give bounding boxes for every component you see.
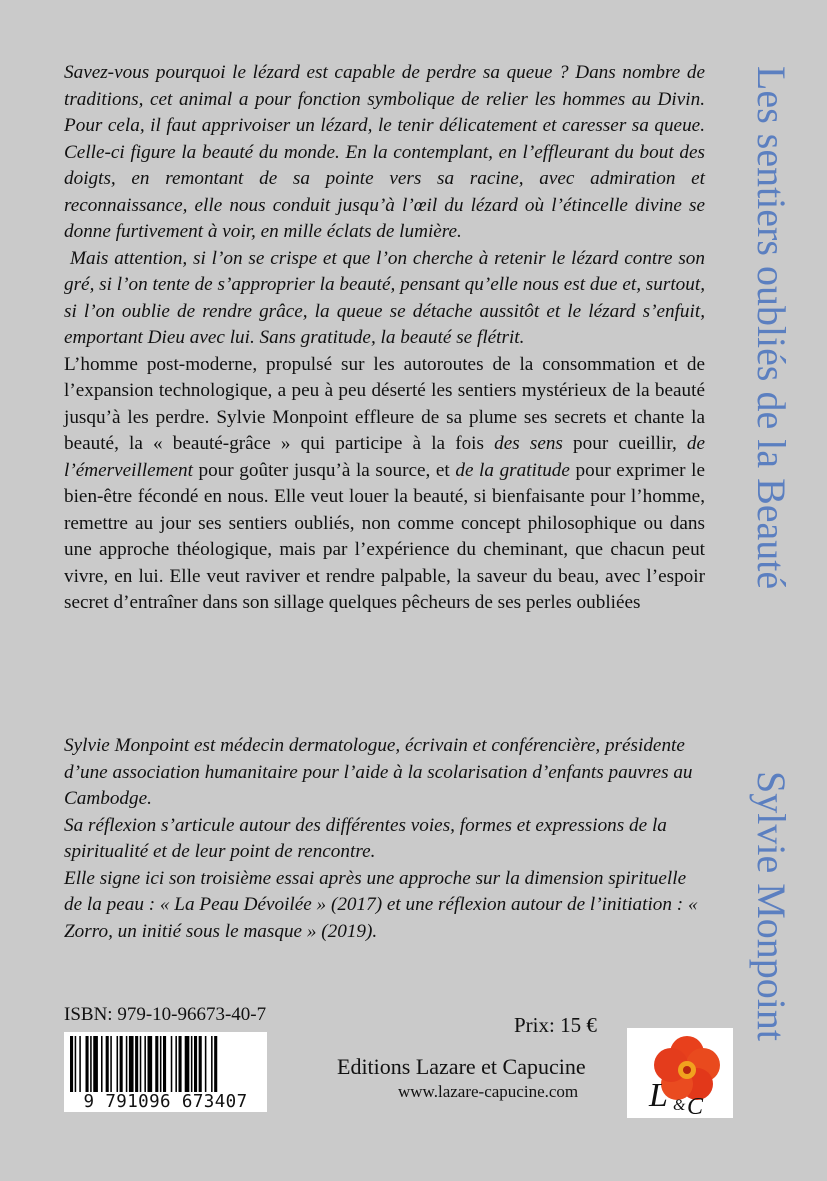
blurb-emphasis: de l’émerveillement	[64, 433, 706, 481]
barcode-bars	[64, 1032, 267, 1094]
blurb-text: L’homme post-moderne, propulsé sur les autoroutes de la consommation et de l’expansion technologique, a peu à peu déserté les sentiers mystérieux de la beauté jusqu’à les perdre. Sylvie Monpoint effleure de sa plume ses secrets et chante la beauté, la « beauté-grâce » qui participe à la fois	[64, 353, 705, 454]
spine-title: Les sentiers oubliés de la Beauté	[749, 66, 794, 590]
blurb	[64, 60, 705, 617]
author-bio-line: Sa réflexion s’articule autour des différentes voies, formes et expressions de la spiritualité et de leur point de rencontre.	[64, 814, 667, 862]
author-bio	[64, 733, 705, 945]
blurb-paragraph-2: Mais attention, si l’on se crispe et que l’on cherche à retenir le lézard contre son gré, si l’on tente de s’approprier la beauté, pensant qu’elle nous est due et, surtout, si l’on oublie de rendre grâce, la queue se détache aussitôt et le lézard s’enfuit, emportant Dieu avec lui. Sans gratitude, la beauté se flétrit.	[64, 247, 705, 348]
blurb-paragraph-1: Savez-vous pourquoi le lézard est capable de perdre sa queue ? Dans nombre de traditions, cet animal a pour fonction symbolique de relier les hommes au Divin. Pour cela, il faut apprivoiser un lézard, le tenir délicatement et caresser sa queue. Celle-ci figure la beauté du monde. En la contemplant, en l’effleurant du bout des doigts, en remontant de sa pointe vers sa racine, avec admiration et reconnaissance, elle nous conduit jusqu’à l’œil du lézard où l’étincelle divine se donne furtivement à voir, en mille éclats de lumière.	[64, 62, 705, 242]
author-bio-line: Elle signe ici son troisième essai après une approche sur la dimension spirituelle de la peau : « La Peau Dévoilée » (2017) et une réflexion autour de l’initiation : « Zorro, un initié sous le masque » (2019).	[64, 867, 698, 942]
barcode	[64, 1032, 267, 1112]
barcode-digits: 9 791096 673407	[83, 1092, 248, 1112]
blurb-emphasis: de la gratitude	[455, 459, 570, 481]
publisher-logo	[627, 1028, 733, 1118]
publisher-name: Editions Lazare et Capucine	[337, 1054, 586, 1079]
blurb-text: pour goûter jusqu’à la source, et	[192, 459, 456, 481]
svg-text:&: &	[673, 1097, 686, 1114]
author-bio-line: Sylvie Monpoint est médecin dermatologue, écrivain et conférencière, présidente d’une association humanitaire pour l’aide à la scolarisation d’enfants pauvres au Cambodge.	[64, 735, 693, 809]
svg-text:L: L	[649, 1077, 668, 1114]
blurb-text: pour exprimer le bien-être fécondé en nous. Elle veut louer la beauté, si bienfaisante pour l’homme, remettre au jour ses sentiers oubliés, non comme concept philosophique ou dans une approche théologique, mais par l’expérience du cheminant, que chacun peut vivre, en lui. Elle veut raviver et rendre palpable, la saveur du beau, avec l’espoir secret d’entraîner dans son sillage quelques pêcheurs de ses perles oubliées	[64, 459, 705, 613]
blurb-text: pour cueillir,	[562, 433, 687, 454]
flower-icon	[627, 1028, 733, 1118]
blurb-paragraph-3	[64, 352, 705, 617]
spine	[748, 66, 794, 1041]
publisher-website: www.lazare-capucine.com	[398, 1082, 579, 1101]
blurb-emphasis: des sens	[494, 433, 563, 454]
price: Prix: 15 €	[514, 1013, 597, 1037]
spine-author: Sylvie Monpoint	[749, 770, 794, 1041]
svg-text:C: C	[687, 1094, 704, 1118]
isbn: ISBN: 979-10-96673-40-7	[64, 1004, 267, 1025]
